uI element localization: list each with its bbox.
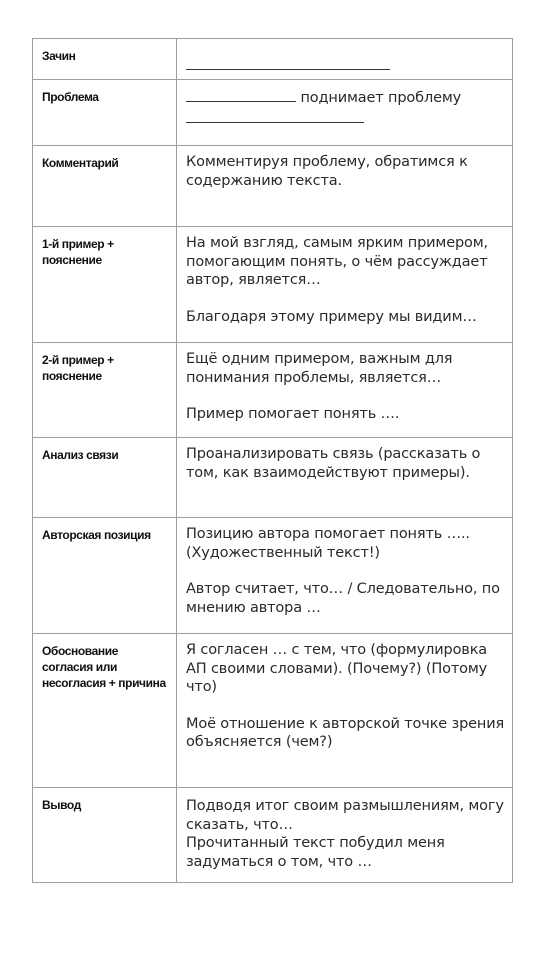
table-row [33, 227, 513, 343]
row-label: 1-й пример + пояснение [33, 227, 177, 343]
table-row [33, 438, 513, 518]
blank-line [186, 87, 296, 102]
table-row [33, 634, 513, 788]
row-label: Анализ связи [33, 438, 177, 518]
row-content [177, 227, 513, 343]
paragraph: Автор считает, что… / Следовательно, по мнению автора … [186, 581, 500, 616]
row-label: Вывод [33, 788, 177, 883]
paragraph: Я согласен … с тем, что (формулировка АП своими словами). (Почему?) (Потому что) [186, 642, 488, 695]
paragraph: Прочитанный текст побудил меня задуматься о том, что … [186, 835, 445, 870]
row-content [177, 39, 513, 80]
row-content: Комментируя проблему, обратимся к содержанию текста. [177, 146, 513, 227]
table-row [33, 343, 513, 438]
problem-text: поднимает проблему [300, 90, 462, 106]
paragraph: Позицию автора помогает понять ….. (Художественный текст!) [186, 526, 470, 561]
row-label: 2-й пример + пояснение [33, 343, 177, 438]
paragraph: Ещё одним примером, важным для понимания проблемы, является… [186, 351, 453, 386]
table-row [33, 39, 513, 80]
paragraph: На мой взгляд, самым ярким примером, помогающим понять, о чём рассуждает автор, является… [186, 235, 488, 288]
row-content [177, 80, 513, 146]
row-content [177, 634, 513, 788]
row-content [177, 518, 513, 634]
row-label: Проблема [33, 80, 177, 146]
row-label: Зачин [33, 39, 177, 80]
paragraph: Подводя итог своим размышлениям, могу сказать, что… [186, 798, 504, 833]
blank-line [186, 55, 390, 70]
table-row [33, 518, 513, 634]
row-content [177, 343, 513, 438]
row-content: Проанализировать связь (рассказать о том, как взаимодействуют примеры). [177, 438, 513, 518]
table-row [33, 146, 513, 227]
row-content [177, 788, 513, 883]
row-label: Обоснование согласия или несогласия + причина [33, 634, 177, 788]
row-label: Комментарий [33, 146, 177, 227]
essay-plan-table [32, 38, 513, 883]
blank-line [186, 108, 364, 123]
row-label: Авторская позиция [33, 518, 177, 634]
paragraph: Благодаря этому примеру мы видим… [186, 308, 477, 325]
table-row [33, 80, 513, 146]
table-row [33, 788, 513, 883]
paragraph: Моё отношение к авторской точке зрения объясняется (чем?) [186, 715, 505, 750]
paragraph: Пример помогает понять …. [186, 406, 400, 422]
